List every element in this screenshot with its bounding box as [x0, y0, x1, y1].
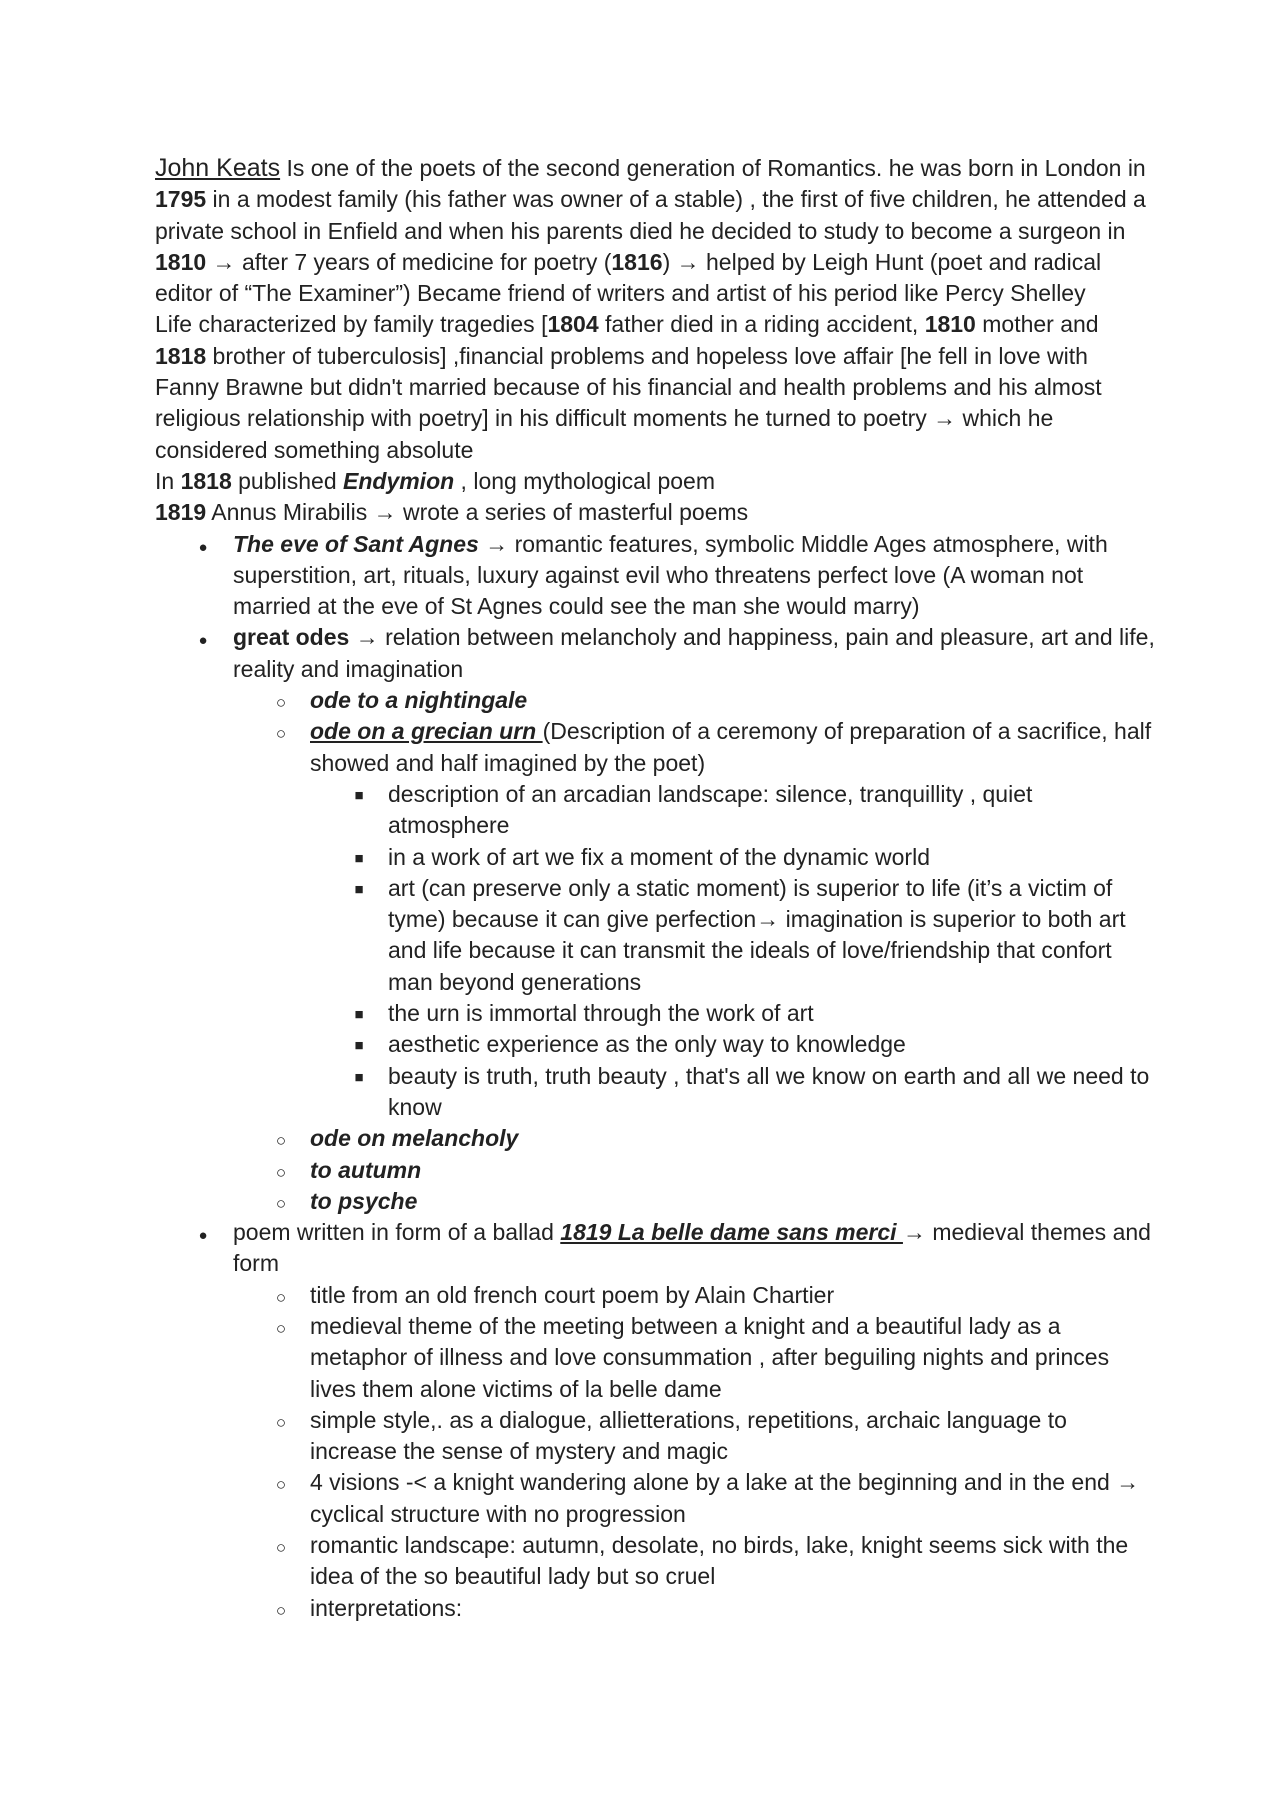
list-item-urn: ○ ode on a grecian urn (Description of a ceremony of preparation of a sacrifice, half showed and half imagined by the poet) ■ description of an arcadian landscape: silence, tranquillity , quiet atmosphere ■ in a work of art we fix a moment of the dynamic world ■ art (can preserve only a static moment) is superior to life (it’s a victim of tyme) because it can give perfection→ imagination is superior to both art and life because it can transmit the ideals of love/friendship that confort man beyond generations ■ the urn is immortal through the work of art ■ aesthetic experience as the only way to knowledge ■ beauty is truth, truth beauty , that's all we know on earth and all we need to know [155, 716, 1155, 1123]
square-bullet-icon [347, 1061, 371, 1093]
urn-points-list [155, 779, 1155, 1123]
list-item-melancholy: ○ ode on melancholy [155, 1123, 1155, 1154]
circle-bullet-icon [269, 685, 293, 718]
list-item-psyche: ○ to psyche [155, 1186, 1155, 1217]
endymion-title: Endymion [343, 467, 455, 494]
square-bullet-icon [347, 842, 371, 874]
list-item: ○ 4 visions -< a knight wandering alone by a lake at the beginning and in the end → cyclical structure with no progression [155, 1467, 1155, 1530]
life-paragraph: Life characterized by family tragedies [1804 father died in a riding accident, 1810 mother and 1818 brother of tuberculosis] ,financial problems and hopeless love affair [he fell in love with Fanny Brawne but didn't married because of his financial and health problems and his almost religious relationship with poetry] in his difficult moments he turned to poetry → which he considered something absolute [155, 311, 1102, 463]
square-bullet-icon [347, 998, 371, 1030]
list-item: ○ medieval theme of the meeting between a knight and a beautiful lady as a metaphor of illness and love consummation , after beguiling nights and princes lives them alone victims of la belle dame [155, 1311, 1155, 1405]
square-bullet-icon [347, 873, 371, 905]
list-item: ○ title from an old french court poem by Alain Chartier [155, 1280, 1155, 1311]
ballad-points-list [155, 1280, 1155, 1624]
circle-bullet-icon [269, 716, 293, 749]
square-bullet-icon [347, 1029, 371, 1061]
circle-bullet-icon [269, 1311, 293, 1344]
bullet-icon [191, 622, 215, 656]
intro-paragraph: John Keats Is one of the poets of the second generation of Romantics. he was born in London in 1795 in a modest family (his father was owner of a stable) , the first of five children, he attended a private school in Enfield and when his parents died he decided to study to become a surgeon in 1810 → after 7 years of medicine for poetry (1816) → helped by Leigh Hunt (poet and radical editor of “The Examiner”) Became friend of writers and artist of his period like Percy Shelley [155, 154, 1146, 307]
list-item-ballad: ● poem written in form of a ballad 1819 La belle dame sans merci → medieval themes and form ○ title from an old french court poem by Alain Chartier ○ medieval theme of the meeting between a knight and a beautiful lady as a metaphor of illness and love consummation , after beguiling nights and princes lives them alone victims of la belle dame ○ simple style,. as a dialogue, allietterations, repetitions, archaic language to increase the sense of mystery and magic ○ 4 visions -< a knight wandering alone by a lake at the beginning and in the end → cyclical structure with no progression ○ romantic landscape: autumn, desolate, no birds, lake, knight seems sick with the idea of the so beautiful lady but so cruel ○ interpretations: [155, 1217, 1155, 1624]
list-item-odes: ● great odes → relation between melancholy and happiness, pain and pleasure, art and life, reality and imagination ○ ode to a nightingale ○ ode on a grecian urn (Description of a ceremony of preparation of a sacrifice, half showed and half imagined by the poet) ■ description of an arcadian landscape: silence, tranquillity , quiet atmosphere ■ in a work of art we fix a moment of the dynamic world ■ art (can preserve only a static moment) is superior to life (it’s a victim of tyme) because it can give perfection→ imagination is superior to both art and life because it can transmit the ideals of love/friendship that confort man beyond generations ■ the urn is immortal through the work of art ■ aesthetic experience as the only way to knowledge ■ beauty is truth, truth beauty , that's all we know on earth and all we need to know ○ ode on melancholy ○ to autumn ○ to psyche [155, 622, 1155, 1217]
endymion-line: In 1818 published Endymion , long mythological poem [155, 467, 715, 494]
list-item: ■ art (can preserve only a static moment) is superior to life (it’s a victim of tyme) because it can give perfection→ imagination is superior to both art and life because it can transmit the ideals of love/friendship that confort man beyond generations [155, 873, 1155, 998]
list-item: ■ in a work of art we fix a moment of the dynamic world [155, 842, 1155, 873]
circle-bullet-icon [269, 1467, 293, 1500]
list-item-nightingale: ○ ode to a nightingale [155, 685, 1155, 716]
bullet-icon [191, 1217, 215, 1251]
works-list [155, 529, 1155, 1624]
list-item: ○ interpretations: [155, 1593, 1155, 1624]
list-item: ■ the urn is immortal through the work of art [155, 998, 1155, 1029]
square-bullet-icon [347, 779, 371, 811]
list-item: ■ description of an arcadian landscape: silence, tranquillity , quiet atmosphere [155, 779, 1155, 842]
document-page [155, 153, 1155, 1624]
circle-bullet-icon [269, 1123, 293, 1156]
circle-bullet-icon [269, 1530, 293, 1563]
circle-bullet-icon [269, 1280, 293, 1313]
list-item-eve: ● The eve of Sant Agnes → romantic features, symbolic Middle Ages atmosphere, with superstition, art, rituals, luxury against evil who threatens perfect love (A woman not married at the eve of St Agnes could see the man she would marry) [155, 529, 1155, 623]
poet-name: John Keats [155, 154, 281, 182]
odes-list [155, 685, 1155, 1217]
circle-bullet-icon [269, 1593, 293, 1626]
circle-bullet-icon [269, 1186, 293, 1219]
list-item: ○ romantic landscape: autumn, desolate, no birds, lake, knight seems sick with the idea of the so beautiful lady but so cruel [155, 1530, 1155, 1593]
bullet-icon [191, 529, 215, 563]
list-item-autumn: ○ to autumn [155, 1155, 1155, 1186]
list-item: ■ aesthetic experience as the only way to knowledge [155, 1029, 1155, 1060]
annus-line: 1819 Annus Mirabilis → wrote a series of masterful poems [155, 499, 749, 526]
list-item: ○ simple style,. as a dialogue, allietterations, repetitions, archaic language to increase the sense of mystery and magic [155, 1405, 1155, 1468]
ballad-title: 1819 La belle dame sans merci [560, 1219, 903, 1246]
circle-bullet-icon [269, 1405, 293, 1438]
circle-bullet-icon [269, 1155, 293, 1188]
list-item: ■ beauty is truth, truth beauty , that's all we know on earth and all we need to know [155, 1061, 1155, 1124]
